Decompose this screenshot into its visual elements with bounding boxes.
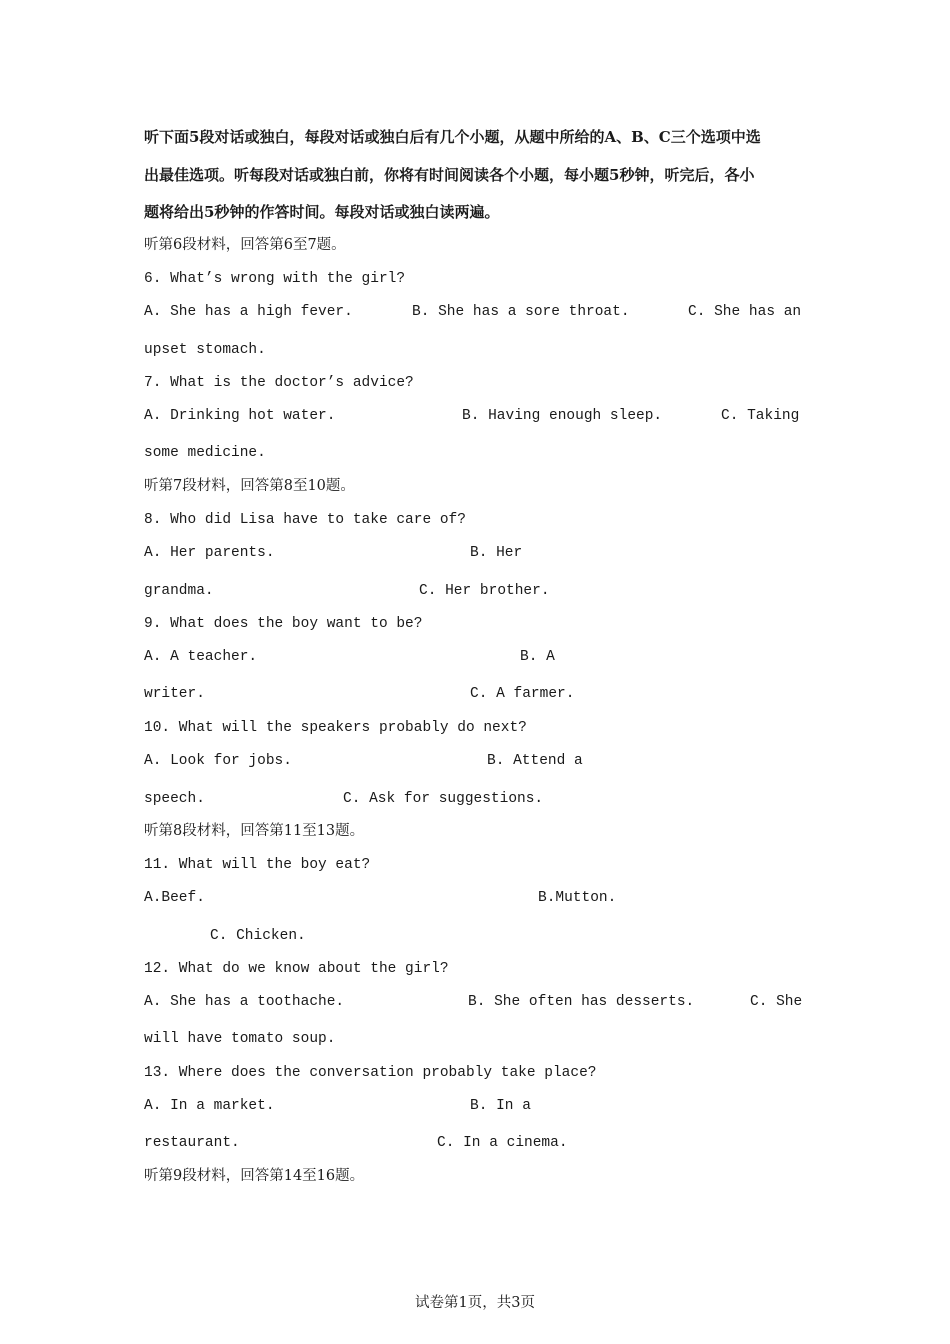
question-8-option-b-cont: grandma. xyxy=(144,583,214,599)
question-9-option-a: A. A teacher. xyxy=(144,649,258,665)
question-10-option-b-cont: speech. xyxy=(144,791,205,807)
question-9-stem: 9. What does the boy want to be? xyxy=(144,616,423,632)
question-13-stem: 13. Where does the conversation probably take place? xyxy=(144,1065,597,1081)
question-11-option-c: C. Chicken. xyxy=(210,928,306,944)
section-heading-7: 听第7段材料，回答第8至10题。 xyxy=(144,478,355,494)
question-6-option-b: B. She has a sore throat. xyxy=(412,304,630,320)
question-10-stem: 10. What will the speakers probably do next? xyxy=(144,720,527,736)
question-12-option-b: B. She often has desserts. xyxy=(468,994,695,1010)
question-10-option-a: A. Look for jobs. xyxy=(144,753,292,769)
question-6-option-c-cont: upset stomach. xyxy=(144,342,266,358)
question-7-option-c: C. Taking xyxy=(721,408,800,424)
section-heading-9: 听第9段材料，回答第14至16题。 xyxy=(144,1168,365,1184)
instructions-line-1: 听下面5段对话或独白，每段对话或独白后有几个小题，从题中所给的A、B、C三个选项中选 xyxy=(144,128,761,146)
question-11-stem: 11. What will the boy eat? xyxy=(144,857,371,873)
instructions-line-3: 题将给出5秒钟的作答时间。每段对话或独白读两遍。 xyxy=(144,203,500,221)
question-12-option-a: A. She has a toothache. xyxy=(144,994,345,1010)
question-11-option-b: B.Mutton. xyxy=(538,890,617,906)
question-7-stem: 7. What is the doctor’s advice? xyxy=(144,375,414,391)
section-heading-8: 听第8段材料，回答第11至13题。 xyxy=(144,823,365,839)
question-13-option-b-cont: restaurant. xyxy=(144,1135,240,1151)
question-10-option-c: C. Ask for suggestions. xyxy=(343,791,544,807)
page-footer: 试卷第1页，共3页 xyxy=(415,1295,535,1311)
question-13-option-b: B. In a xyxy=(470,1098,531,1114)
question-10-option-b: B. Attend a xyxy=(487,753,583,769)
question-8-option-b: B. Her xyxy=(470,545,523,561)
question-8-option-c: C. Her brother. xyxy=(419,583,550,599)
question-7-option-c-cont: some medicine. xyxy=(144,445,266,461)
question-11-option-a: A.Beef. xyxy=(144,890,205,906)
question-12-option-c: C. She xyxy=(750,994,803,1010)
question-6-option-a: A. She has a high fever. xyxy=(144,304,353,320)
question-12-option-c-cont: will have tomato soup. xyxy=(144,1031,336,1047)
question-12-stem: 12. What do we know about the girl? xyxy=(144,961,449,977)
question-9-option-b: B. A xyxy=(520,649,555,665)
question-8-option-a: A. Her parents. xyxy=(144,545,275,561)
question-13-option-a: A. In a market. xyxy=(144,1098,275,1114)
question-7-option-b: B. Having enough sleep. xyxy=(462,408,663,424)
question-6-option-c: C. She has an xyxy=(688,304,802,320)
section-heading-6: 听第6段材料，回答第6至7题。 xyxy=(144,237,346,253)
question-8-stem: 8. Who did Lisa have to take care of? xyxy=(144,512,466,528)
question-13-option-c: C. In a cinema. xyxy=(437,1135,568,1151)
question-9-option-b-cont: writer. xyxy=(144,686,205,702)
question-7-option-a: A. Drinking hot water. xyxy=(144,408,336,424)
question-9-option-c: C. A farmer. xyxy=(470,686,575,702)
instructions-line-2: 出最佳选项。听每段对话或独白前，你将有时间阅读各个小题，每小题5秒钟，听完后，各小 xyxy=(144,166,755,184)
question-6-stem: 6. What’s wrong with the girl? xyxy=(144,271,406,287)
